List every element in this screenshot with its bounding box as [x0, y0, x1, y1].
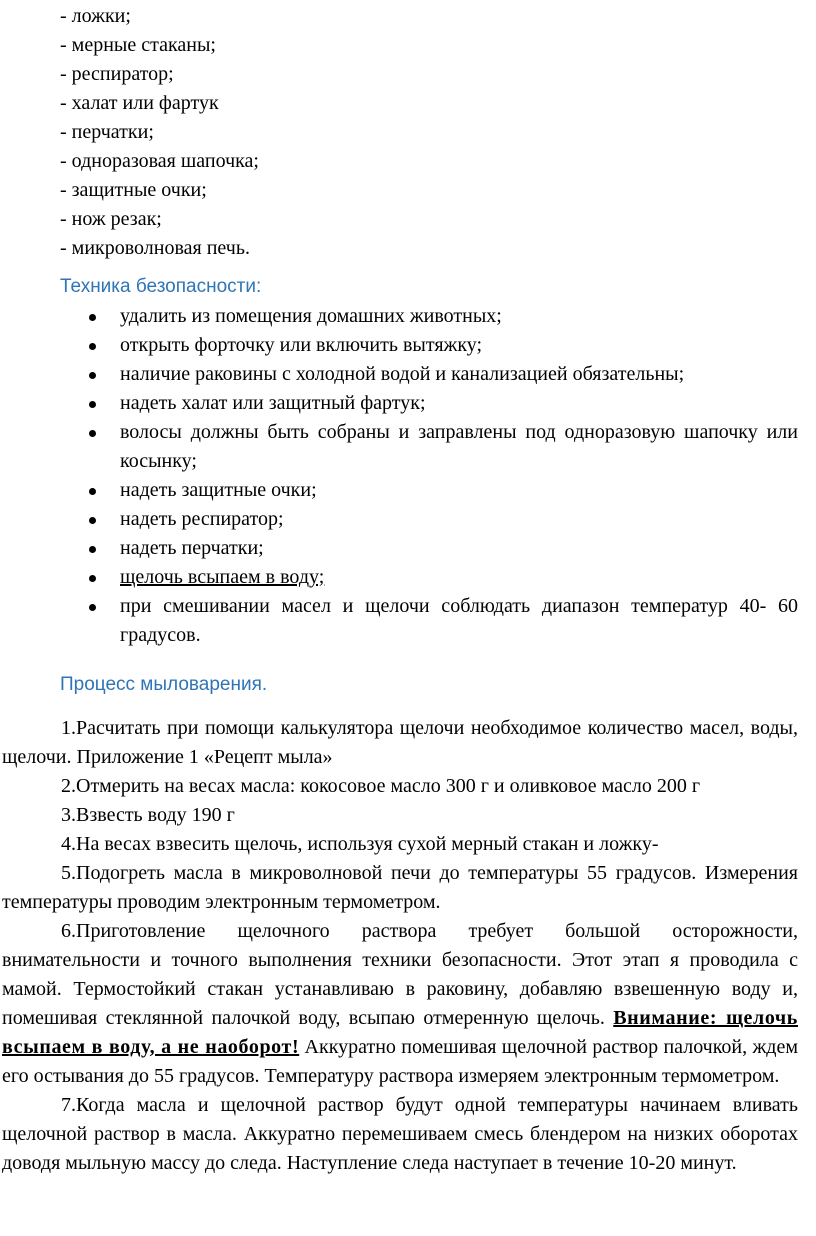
equipment-item: - перчатки;	[60, 121, 154, 143]
process-step: 2.Отмерить на весах масла: кокосовое масло 300 г и оливковое масло 200 г	[61, 775, 701, 797]
equipment-item: - мерные стаканы;	[60, 34, 216, 56]
step6-text: 6.Приготовление щелочного раствора требует большой осторожности, внимательности и точного выполнения техники безопасности. Этот этап я проводила с мамой. Термостойкий стакан устанавливаю в раковину, добавляю взвешенную воду и, помешивая стеклянной палочкой воду, всыпаю отмеренную щелочь.	[2, 920, 798, 1029]
safety-heading: Техника безопасности:	[60, 276, 262, 297]
process-step: 3.Взвесть воду 190 г	[61, 804, 235, 826]
equipment-list	[60, 2, 259, 263]
bullet-icon	[89, 401, 96, 408]
bullet-icon	[89, 343, 96, 350]
warning-text: Внимание: щелочь всыпаем в воду, а не наоборот!	[2, 1007, 798, 1058]
safety-item	[0, 389, 798, 418]
process-heading: Процесс мыловарения.	[60, 674, 268, 695]
bullet-icon	[89, 488, 96, 495]
bullet-icon	[89, 372, 96, 379]
step6-text-continued: Аккуратно помешивая щелочной раствор палочкой, ждем его остывания до 55 градусов. Температуру раствора измеряем электронным термометром.	[2, 1036, 798, 1087]
safety-item	[0, 563, 798, 592]
bullet-icon	[89, 575, 96, 582]
process-step: 7.Когда масла и щелочной раствор будут одной температуры начинаем вливать щелочной раствор в масла. Аккуратно перемешиваем смесь блендером на низких оборотах доводя мыльную массу до следа. Наступление следа наступает в течение 10-20 минут.	[2, 1094, 798, 1174]
safety-item-text: удалить из помещения домашних животных;	[120, 305, 502, 327]
safety-item	[0, 331, 798, 360]
bullet-icon	[89, 604, 96, 611]
safety-item	[0, 476, 798, 505]
safety-item-text: надеть респиратор;	[120, 508, 284, 530]
equipment-item: - микроволновая печь.	[60, 237, 250, 259]
safety-item-text: наличие раковины с холодной водой и канализацией обязательны;	[120, 363, 685, 385]
safety-item	[0, 534, 798, 563]
equipment-item: - ложки;	[60, 5, 131, 27]
safety-item-text: надеть халат или защитный фартук;	[120, 392, 426, 414]
equipment-item: - защитные очки;	[60, 179, 207, 201]
safety-item	[0, 360, 798, 389]
safety-item-text: при смешивании масел и щелочи соблюдать диапазон температур 40- 60 градусов.	[120, 595, 798, 646]
safety-item	[0, 302, 798, 331]
bullet-icon	[89, 546, 96, 553]
process-step: 1.Расчитать при помощи калькулятора щелочи необходимое количество масел, воды, щелочи. Приложение 1 «Рецепт мыла»	[2, 717, 798, 768]
safety-item-text: открыть форточку или включить вытяжку;	[120, 334, 483, 356]
safety-list	[0, 302, 798, 650]
safety-item	[0, 592, 798, 650]
bullet-icon	[89, 430, 96, 437]
equipment-item: - халат или фартук	[60, 92, 219, 114]
safety-item-text-underlined: щелочь всыпаем в воду;	[120, 566, 325, 588]
process-step: 5.Подогреть масла в микроволновой печи до температуры 55 градусов. Измерения температуры проводим электронным термометром.	[2, 862, 798, 913]
safety-item	[0, 505, 798, 534]
safety-item-text: надеть перчатки;	[120, 537, 264, 559]
bullet-icon	[89, 517, 96, 524]
process-step	[2, 917, 798, 1091]
safety-item-text: надеть защитные очки;	[120, 479, 317, 501]
equipment-item: - одноразовая шапочка;	[60, 150, 259, 172]
process-steps	[2, 714, 798, 1178]
equipment-item: - нож резак;	[60, 208, 162, 230]
process-step: 4.На весах взвесить щелочь, используя сухой мерный стакан и ложку-	[61, 833, 659, 855]
safety-item-text: волосы должны быть собраны и заправлены под одноразовую шапочку или косынку;	[120, 421, 798, 472]
equipment-item: - респиратор;	[60, 63, 174, 85]
bullet-icon	[89, 314, 96, 321]
safety-item	[0, 418, 798, 476]
